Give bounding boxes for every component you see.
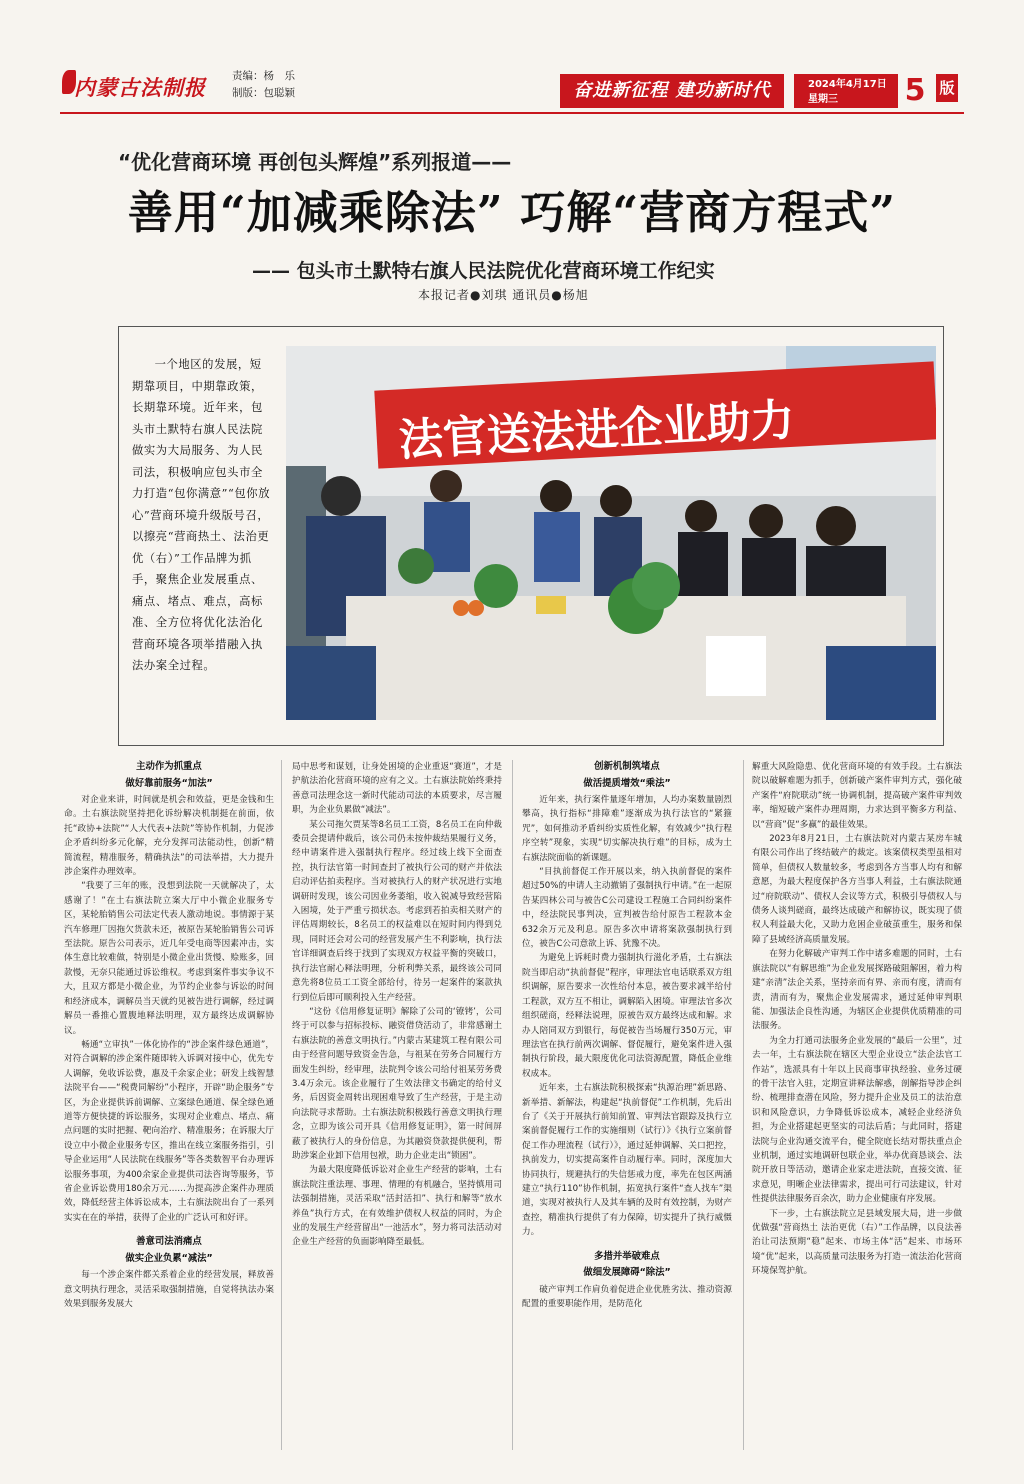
article-byline: 本报记者●刘琪 通讯员●杨旭 — [418, 288, 589, 302]
section-heading: 做实企业负累“减法” — [125, 1252, 213, 1264]
body-paragraph: 畅通“立审执”一体化协作的“涉企案件绿色通道”，对符合调解的涉企案件随即转入诉调对接中心，优先专人调解，免收诉讼费，惠及千余家企业；研发上线智慧法院平台——“税费同解纷”小程序，开辟“助企服务”专区，为企业提供诉前调解、立案绿色通道、保全绿色通道等方便快捷的诉讼服务，实现对企业难点、堵点、痛点问题的实时把握、靶向治疗、精准服务；在诉服大厅设立中小微企业服务专区，推出在线立案服务指引，引导企业运用“人民法院在线服务”等各类数智平台办理诉讼服务事项，为400余家企业提供司法咨询等服务，节省企业诉讼费用180余万元……为提高涉企案件办理质效，降低经营主体诉讼成本，土右旗法院出台了一系列实实在在的举措，获得了企业的广泛认可和好评。 — [64, 1039, 274, 1223]
body-paragraph: 2023年8月21日，土右旗法院对内蒙古某房车城有限公司作出了终结破产的裁定。该案债权类型虽相对简单，但债权人数量较多，考虑到各方当事人均有和解意愿，为最大程度保护各方当事人利益，土右旗法院通过“府院联动”、债权人会议等方式，积极引导债权人与债务人谈判磋商，最终达成破产和解协议，既实现了债权人利益最大化，又助力危困企业破茧重生，服务和保障了县域经济高质量发展。 — [752, 834, 962, 945]
issue-weekday: 星期三 — [808, 94, 838, 105]
column-divider — [512, 760, 513, 1450]
section-heading: 善意司法消痛点 — [136, 1236, 202, 1248]
section-heading: 主动作为抓重点 — [136, 761, 202, 772]
body-paragraph: 为避免上诉耗时费力强制执行滋化矛盾，土右旗法院当即启动“执前督促”程序，审理法官电话联系双方组织调解，原告要求一次性给付本息，被告要求减半给付工程款，双方互不相让，调解陷入困境。审理法官多次组织磋商，经释法说理，原被告双方最终达成和解。求办人陪同双方到银行，每促被告当场履行350万元，审理法官在执行前两次调解、督促履行，避免案件进入强制执行阶段，最大限度优化司法资源配置，降低企业维权成本。 — [522, 953, 732, 1079]
meeting-photo-illustration — [286, 346, 936, 720]
editor-line: 责编：杨 乐 — [232, 70, 295, 82]
section-heading: 做好靠前服务“加法” — [125, 777, 213, 789]
body-column-1 — [64, 760, 274, 1311]
article-photo — [286, 346, 936, 720]
body-paragraph: 局中思考和谋划，让身处困境的企业重返“赛道”，才是护航法治化营商环境的应有之义。土右旗法院始终秉持善意司法理念这一新时代能动司法的本质要求，尽言履职，为企业负累做“减法”。 — [292, 762, 502, 816]
body-paragraph: 下一步，土右旗法院立足县域发展大局，进一步做优做强“营商热土 法治更优（右）”工作品牌，以良法善治让司法预期“稳”起来、市场主体“活”起来、市场环境“优”起来，以高质量司法服务为打造一流法治化营商环境保驾护航。 — [752, 1208, 962, 1277]
masthead — [0, 0, 1024, 118]
body-column-3 — [522, 760, 732, 1311]
masthead-divider — [60, 112, 964, 114]
section-heading: 做活提质增效“乘法” — [583, 777, 671, 789]
slogan-banner: 奋进新征程 建功新时代 — [560, 74, 784, 108]
body-paragraph: 某公司拖欠贾某等8名员工工资，8名员工在向仲裁委员会提请仲裁后，该公司仍未按仲裁结果履行义务，经申请案件进入强制执行程序。经过线上线下全面查控，执行法官第一时间查封了被执行公司的财产并依法启动评估拍卖程序。当对被执行人的财产状况进行实地调研时发现，该公司因业务萎缩，收入锐减导致经营陷入困境，处于严重亏损状态。考虑到若拍卖相关财产的评估周期较长，8名员工的权益难以在短时间内得到兑现，同时还会对公司的经营发展产生不利影响，执行法官详细调查后终于找到了实现双方权益平衡的突破口，执行法官耐心释法明理，分析利弊关系，最终该公司同意先将8位员工工资全部给付，待另一起案件的案款执行到位后即可顺利投入生产经营。 — [292, 819, 502, 1003]
body-paragraph: “目执前督促工作开展以来，纳入执前督促的案件超过50%的申请人主动撤销了强制执行申请。”在一起原告某四林公司与被告C公司建设工程施工合同纠纷案件中，经法院民事判决，宣判被告给付原告工程款本金632余万元及利息。原告多次申请将案款强制执行到位，被告C公司意欲上诉、犹豫不决。 — [522, 867, 732, 950]
article-subhead: —— 包头市土默特右旗人民法院优化营商环境工作纪实 — [252, 260, 715, 282]
body-paragraph: 每一个涉企案件都关系着企业的经营发展，释放善意文明执行理念，灵活采取强制措施，自觉将执法办案效果到服务发展大 — [64, 1270, 274, 1309]
body-column-4 — [752, 760, 962, 1279]
article-headline: 善用“加减乘除法” 巧解“营商方程式” — [127, 186, 897, 239]
body-paragraph: 解重大风险隐患、优化营商环境的有效手段。土右旗法院以破解难题为抓手，创新破产案件审判方式，强化破产案件“府院联动”统一协调机制，提高破产案件审判效率，缩短破产案件办理周期，力求达到平衡多方利益、以“营商”促“多赢”的最佳效果。 — [752, 762, 962, 830]
section-heading: 多措并举破难点 — [594, 1250, 660, 1262]
issue-date: 2024年4月17日 — [808, 79, 887, 90]
photo-banner-text: 法官送法进企业助力 — [397, 394, 796, 467]
editor-credits — [232, 68, 295, 102]
date-box — [794, 74, 898, 108]
column-divider — [281, 760, 282, 1450]
body-column-2 — [292, 760, 502, 1250]
body-paragraph: 对企业来讲，时间就是机会和效益，更是金钱和生命。土右旗法院坚持把化诉纷解决机制挺在前面，依托“政协+法院”“人大代表+法院”等协作机制，力促涉企矛盾纠纷多元化解，充分发挥司法能动性，创新“精简流程，精准服务，精确执法”的司法举措，大力提升涉企案件办理效率。 — [64, 795, 274, 878]
series-title: “优化营商环境 再创包头辉煌”系列报道—— — [118, 150, 512, 174]
body-paragraph: 近年来，土右旗法院积极探索“执源治理”新思路、新举措、新解法，构建起“执前督促”工作机制，先后出台了《关于开展执行前知前置、审判法官跟踪及执行立案前督促履行工作的实施细则（试行）》《执行立案前督促工作办理流程（试行）》，通过延伸调解、关口把控，执前发力，切实提高案件自动履行率。同时，深度加大协同执行，规避执行的失信惩戒力度，率先在包区两涵建立“执行110”协作机制，拓宽执行案件“查人找车”渠道，实现对被执行人及其车辆的及时有效控制，为财产查控，精准执行提供了有力保障，切实提升了执行威慑力。 — [522, 1083, 732, 1238]
section-heading: 创新机制筑堵点 — [594, 761, 660, 772]
section-heading: 做细发展障碍“除法” — [583, 1267, 671, 1279]
page-label: 版 — [936, 74, 958, 102]
column-divider — [743, 760, 744, 1450]
page-number: 5 — [904, 73, 926, 108]
body-paragraph: “我要了三年的账，没想到法院一天就解决了，太感谢了！”在土右旗法院立案大厅中小微企业服务专区，某轮胎销售公司法定代表人激动地说。事情源于某汽车修理厂因拖欠货款未还，被原告某轮胎销售公司诉至法院。原告公司表示，近几年受电商等因素冲击，实体生意比较难做，特别是小微企业出货慢、赊账多，回款慢，无奈只能通过诉讼维权。考虑到案件事实争议不大，且双方都是小微企业，为节约企业参与诉讼的时间和经济成本，调解员当天就约见被告进行调解，经过调解员一番推心置腹地释法明理，双方最终达成调解协议。 — [64, 881, 274, 1036]
body-paragraph: 为最大限度降低诉讼对企业生产经营的影响，土右旗法院注重法理、事理、情理的有机融合，坚持慎用司法强制措施，灵活采取“活封活扣”、执行和解等“放水养鱼”执行方式，在有效维护债权人权益的同时，为企业的发展生产经营留出“一池活水”，努力将司法活动对企业生产经营的负面影响降至最低。 — [292, 1165, 502, 1248]
body-paragraph: “这份《信用修复证明》解除了公司的‘镣铐’，公司终于可以参与招标投标、融资借贷活动了，非常感谢土右旗法院的善意文明执行。”内蒙古某建筑工程有限公司由于经营问题导致资金告急，与祖某在劳务合同履行方面发生纠纷，经审理，法院判令该公司给付祖某劳务费3.4万余元。该企业履行了生效法律文书确定的给付义务，后因资金周转出现困难导致了生产经营，于是主动向法院寻求帮助。土右旗法院积极践行善意文明执行理念，立即为该公司开具《信用修复证明》，第一时间屏蔽了被执行人的身份信息，为其融资贷款提供便利，帮助涉案企业卸下信用包袱，助力企业走出“锁困”。 — [292, 1006, 502, 1161]
body-paragraph: 为全力打通司法服务企业发展的“最后一公里”，过去一年，土右旗法院在辖区大型企业设立“法企法官工作站”，选派具有十年以上民商事审执经验、业务过硬的骨干法官入驻，定期宣讲释法解惑，剖解指导涉企纠纷、梳理排查潜在风险，努力提升企业及员工的法治意识和风险意识，力争降低诉讼成本，减轻企业经济负担，为企业搭建起更坚实的司法后盾；与此同时，搭建法院与企业沟通交流平台，健全院庭长结对帮扶重点企业机制，通过实地调研包联企业，举办优商恳谈会、法院开放日等活动，邀请企业家走进法院，直接交流、征求意见，明晰企业法律需求，提出可行司法建议，针对性提供法律服务百余次，助力企业健康有序发展。 — [752, 1035, 962, 1205]
article-intro: 一个地区的发展，短期靠项目，中期靠政策，长期靠环境。近年来，包头市土默特右旗人民法院做实为大局服务、为人民司法，积极响应包头市全力打造“包你满意”“包你放心”营商环境升级版号召，以擦亮“营商热土、法治更优（右）”工作品牌为抓手，聚焦企业发展重点、痛点、堵点、难点，高标准、全方位将优化法治化营商环境各项举措融入执法办案全过程。 — [132, 358, 271, 672]
body-paragraph: 在努力化解破产审判工作中诸多难题的同时，土右旗法院以“有解思维”为企业发展探路破阻解困，着力构建“亲清”法企关系，坚持亲而有界、亲而有度，清而有责，清而有为，聚焦企业发展需求，通过延伸审判职能、加强法企良性沟通，为辖区企业提供优质精准的司法服务。 — [752, 949, 962, 1032]
newspaper-logo: 内蒙古法制报 — [74, 75, 206, 100]
body-paragraph: 近年来，执行案件量逐年增加，人均办案数量剧烈攀高，执行指标“排障难”逐渐成为执行法官的“紧箍咒”，如何推动矛盾纠纷实质性化解，有效减少“执行程序空转”现象，实现“切实解决执行难”的目标，成为土右旗法院面临的新课题。 — [522, 795, 732, 863]
layout-line: 制版：包聪颖 — [232, 87, 295, 99]
body-paragraph: 破产审判工作肩负着促进企业优胜劣汰、推动资源配置的重要职能作用，是防范化 — [522, 1284, 732, 1309]
